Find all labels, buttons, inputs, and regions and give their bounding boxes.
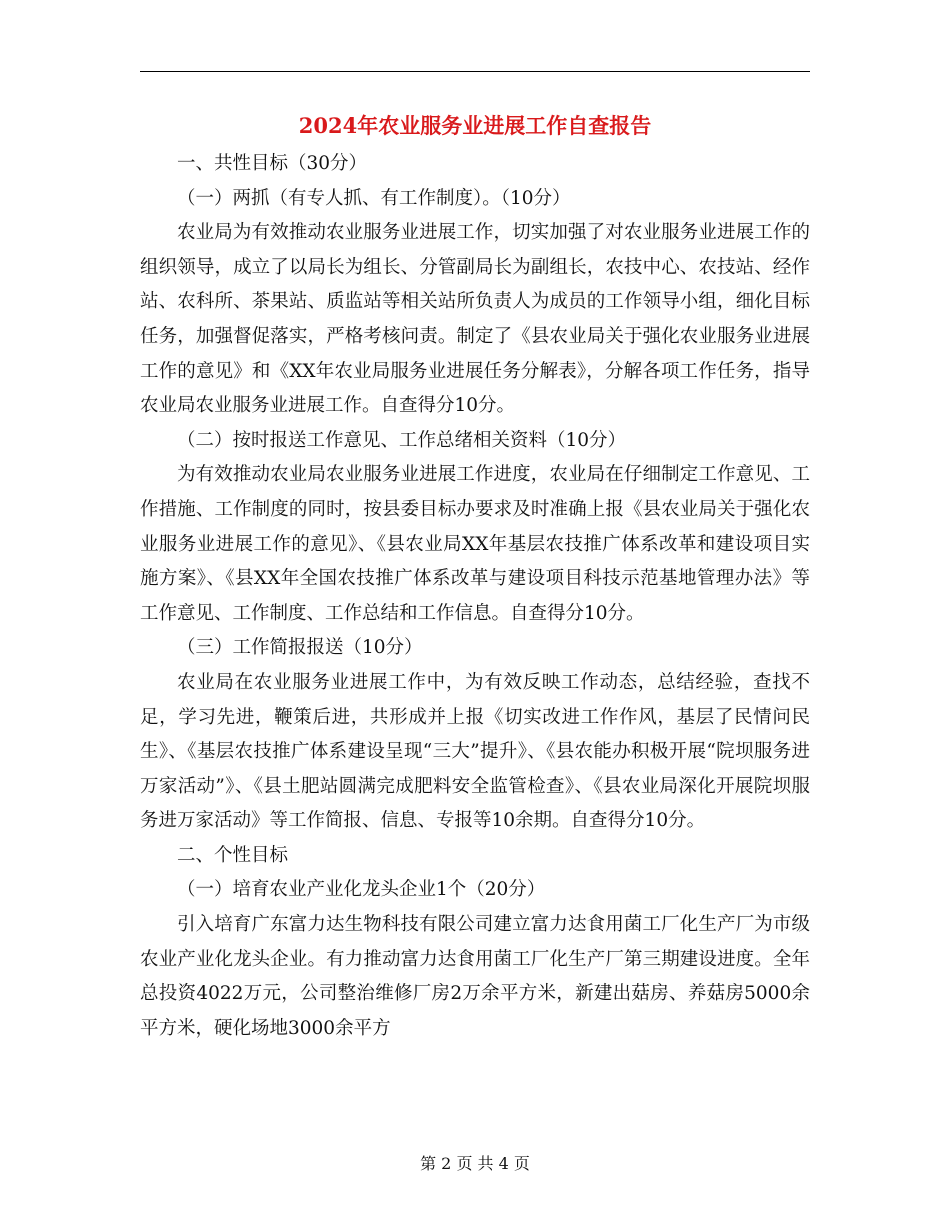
- page-number-footer: 第 2 页 共 4 页: [420, 1154, 530, 1173]
- header-rule: [140, 71, 810, 72]
- paragraph-leadership: 农业局为有效推动农业服务业进展工作，切实加强了对农业服务业进展工作的组织领导，成立了以局长为组长、分管副局长为副组长，农技中心、农技站、经作站、农科所、茶果站、质监站等相关站所负责人为成员的工作领导小组，细化目标任务，加强督促落实，严格考核问责。制定了《县农业局关于强化农业服务业进展工作的意见》和《XX年农业局服务业进展任务分解表》，分解各项工作任务，指导农业局农业服务业进展工作。自查得分10分。: [140, 222, 810, 417]
- section-heading-individual-goals: 二、个性目标: [177, 844, 289, 866]
- subsection-heading-briefings: （三）工作简报报送（10分）: [177, 637, 423, 659]
- subsection-heading-leading-enterprise: （一）培育农业产业化龙头企业1个（20分）: [177, 879, 546, 901]
- subsection-heading-submit-opinions: （二）按时报送工作意见、工作总绪相关资料（10分）: [177, 429, 627, 451]
- document-title: 2024年农业服务业进展工作自查报告: [298, 113, 652, 138]
- paragraph-submit-opinions: 为有效推动农业局农业服务业进展工作进度，农业局在仔细制定工作意见、工作措施、工作制度的同时，按县委目标办要求及时准确上报《县农业局关于强化农业服务业进展工作的意见》、《县农业局XX年基层农技推广体系改革和建设项目实施方案》、《县XX年全国农技推广体系改革与建设项目科技示范基地管理办法》等工作意见、工作制度、工作总结和工作信息。自查得分10分。: [140, 464, 810, 624]
- paragraph-leading-enterprise: 引入培育广东富力达生物科技有限公司建立富力达食用菌工厂化生产厂为市级农业产业化龙头企业。有力推动富力达食用菌工厂化生产厂第三期建设进度。全年总投资4022万元，公司整治维修厂房2万余平方米，新建出菇房、养菇房5000余平方米，硬化场地3000余平方: [140, 914, 810, 1039]
- paragraph-briefings: 农业局在农业服务业进展工作中，为有效反映工作动态，总结经验，查找不足，学习先进，鞭策后进，共形成并上报《切实改进工作作风，基层了民情问民生》、《基层农技推广体系建设呈现“三大”提升》、《县农能办积极开展“院坝服务进万家活动”》、《县土肥站圆满完成肥料安全监管检查》、《县农业局深化开展院坝服务进万家活动》等工作简报、信息、专报等10余期。自查得分10分。: [140, 671, 810, 832]
- subsection-heading-two-grasps: （一）两抓（有专人抓、有工作制度）。（10分）: [177, 187, 571, 209]
- document-body: [140, 147, 810, 1046]
- section-heading-common-goals: 一、共性目标（30分）: [177, 153, 368, 174]
